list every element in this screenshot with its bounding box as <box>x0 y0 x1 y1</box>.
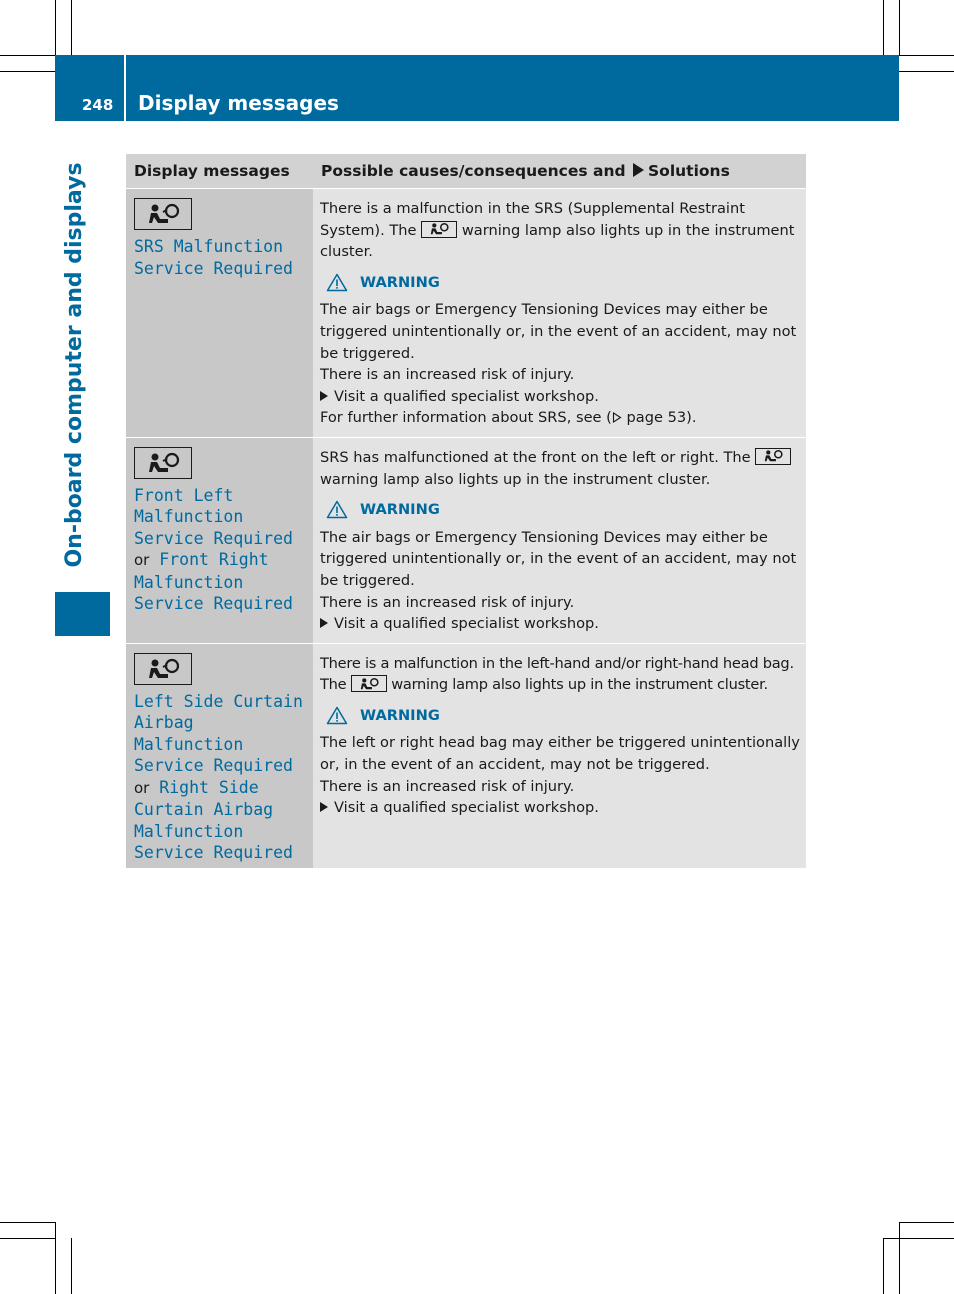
further-info <box>320 407 800 429</box>
column-header-solutions-text: Solutions <box>648 162 730 180</box>
display-message-line-alt <box>134 777 305 800</box>
solution-step-text: Visit a qualified specialist workshop. <box>334 799 599 817</box>
crop-mark <box>899 0 900 55</box>
causes-cell <box>313 437 806 643</box>
crop-mark <box>55 0 56 55</box>
solution-step-text: Visit a qualified specialist workshop. <box>334 615 599 633</box>
display-message-line-alt <box>134 549 305 572</box>
cause-text-end: warning lamp also lights up in the instrument cluster. <box>320 221 795 261</box>
display-message-line: Left Side Curtain <box>134 691 303 711</box>
cause-text-first-line: There is a malfunction in the left-hand and/or right-hand head bag. <box>320 654 794 672</box>
causes-cell <box>313 643 806 868</box>
crop-mark <box>0 1238 55 1239</box>
solution-step-text: Visit a qualified specialist workshop. <box>334 387 599 405</box>
crop-mark <box>883 1238 954 1239</box>
risk-text: There is an increased risk of injury. <box>320 593 575 611</box>
cause-text-end: warning lamp also lights up in the instrument cluster. <box>320 470 711 488</box>
warning-triangle-icon <box>326 706 348 725</box>
display-message-line: Malfunction <box>134 507 244 527</box>
or-label: or <box>134 551 150 570</box>
warning-heading <box>326 499 800 521</box>
airbag-warning-lamp-icon <box>134 447 192 479</box>
cause-text-end: warning lamp also lights up in the instrument cluster. <box>391 676 768 694</box>
display-message-line: Service Required <box>134 258 293 278</box>
display-message-line: Service Required <box>134 594 293 614</box>
airbag-warning-lamp-icon <box>351 675 387 692</box>
solution-step <box>320 386 800 408</box>
column-header-causes-text: Possible causes/consequences and <box>321 162 626 180</box>
header-separator <box>124 55 126 121</box>
cause-text <box>320 198 800 263</box>
table-row <box>126 643 806 868</box>
display-message-line: Front Left <box>134 485 234 505</box>
airbag-warning-lamp-icon <box>421 221 457 238</box>
solution-step <box>320 797 800 819</box>
cause-text-start: There is a malfunction in the SRS (Supplemental Restraint System). The <box>320 200 745 239</box>
display-messages-table <box>126 154 806 868</box>
page-number: 248 <box>82 96 114 114</box>
risk-text: There is an increased risk of injury. <box>320 366 575 384</box>
display-message-line: Service Required <box>134 528 293 548</box>
cause-text <box>320 447 800 490</box>
crop-mark <box>0 1222 55 1223</box>
chapter-side-title: On-board computer and displays <box>62 162 87 568</box>
display-message-line: Service Required <box>134 843 293 863</box>
step-arrow-icon <box>320 618 328 628</box>
or-label: or <box>134 778 150 797</box>
airbag-warning-lamp-icon <box>134 653 192 685</box>
solution-step <box>320 613 800 635</box>
step-arrow-icon <box>320 802 328 812</box>
crop-mark <box>899 1222 954 1223</box>
display-message-line: Curtain Airbag <box>134 800 274 820</box>
warning-heading <box>326 705 800 727</box>
display-message-alt-start: Right Side <box>159 777 259 797</box>
cause-text <box>320 653 800 696</box>
warning-triangle-icon <box>326 273 348 292</box>
cause-text-start: SRS has malfunctioned at the front on the left or right. The <box>320 448 751 466</box>
crop-mark <box>883 0 884 55</box>
crop-mark <box>71 1238 72 1294</box>
display-message-cell <box>126 437 313 643</box>
risk-text: There is an increased risk of injury. <box>320 777 575 795</box>
crop-mark <box>883 1238 884 1294</box>
warning-text: The air bags or Emergency Tensioning Devices may either be triggered unintentionally or, in the event of an accident, may not be triggered. <box>320 528 797 589</box>
warning-label: WARNING <box>360 273 440 291</box>
warning-text: The left or right head bag may either be triggered unintentionally or, in the event of an accident, may not be triggered. <box>320 734 800 774</box>
crop-mark <box>55 1222 56 1294</box>
display-message-line: Malfunction <box>134 572 244 592</box>
display-message-cell <box>126 189 313 438</box>
airbag-warning-lamp-icon <box>134 198 192 230</box>
column-header-display-messages: Display messages <box>126 154 313 189</box>
warning-heading <box>326 272 800 294</box>
table-header-row <box>126 154 806 189</box>
cause-text-start: The <box>320 676 347 694</box>
table-row <box>126 437 806 643</box>
display-message-line: Service Required <box>134 756 293 776</box>
crop-mark <box>0 71 55 72</box>
chapter-tab-marker <box>55 592 110 636</box>
column-header-causes <box>313 154 806 189</box>
table-row <box>126 189 806 438</box>
crop-mark <box>0 55 55 56</box>
page-reference-link[interactable]: page 53). <box>626 409 697 427</box>
further-info-start: For further information about SRS, see ( <box>320 409 612 427</box>
crop-mark <box>899 55 954 56</box>
crop-mark <box>71 0 72 55</box>
crop-mark <box>899 71 954 72</box>
display-message-line: Airbag Malfunction <box>134 713 244 754</box>
display-message-alt-start: Front Right <box>159 550 269 570</box>
display-message-cell <box>126 643 313 868</box>
display-message-line: SRS Malfunction <box>134 237 284 256</box>
warning-text: The air bags or Emergency Tensioning Devices may either be triggered unintentionally or, in the event of an accident, may not be triggered. <box>320 301 797 362</box>
causes-cell <box>313 189 806 438</box>
solution-arrow-icon <box>633 163 644 177</box>
display-message-line: Malfunction <box>134 821 244 841</box>
warning-label: WARNING <box>360 706 440 724</box>
airbag-warning-lamp-icon <box>755 448 791 465</box>
step-arrow-icon <box>320 391 328 401</box>
warning-triangle-icon <box>326 500 348 519</box>
page-title: Display messages <box>138 91 339 115</box>
crop-mark <box>899 1222 900 1294</box>
warning-label: WARNING <box>360 501 440 519</box>
page-reference-icon <box>612 412 622 422</box>
